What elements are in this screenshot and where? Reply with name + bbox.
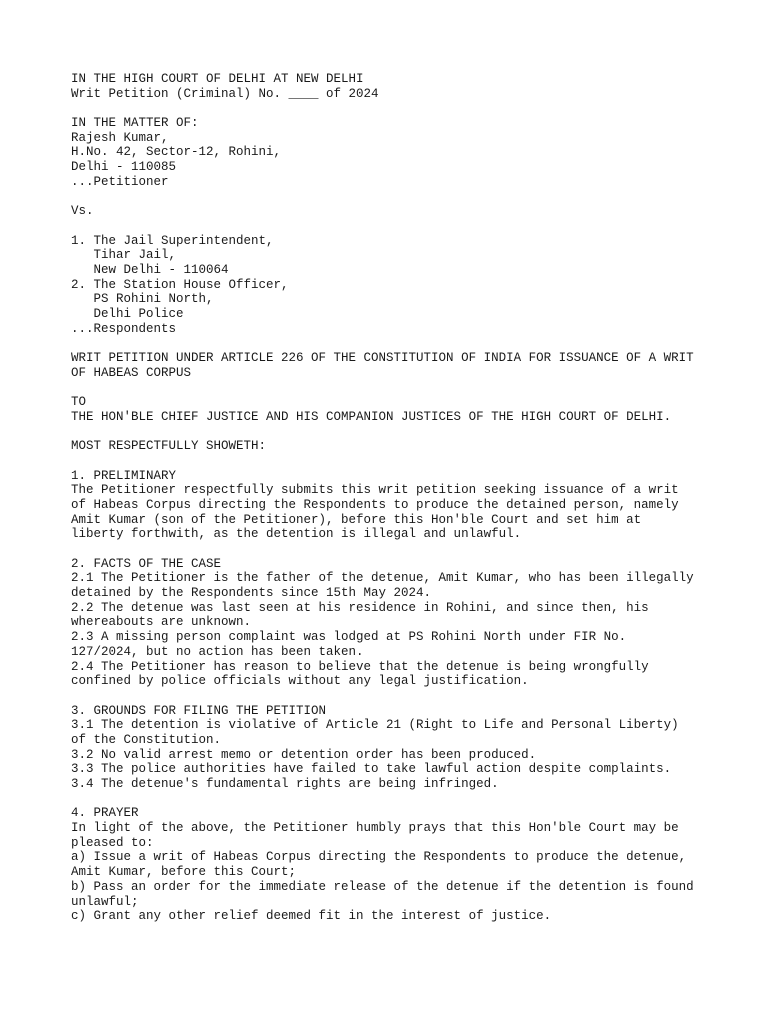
paragraph-line: b) Pass an order for the immediate release of the detenue if the detention is found [71,879,694,894]
paragraph-line: Amit Kumar (son of the Petitioner), before this Hon'ble Court and set him at [71,512,642,527]
respondent-2-title: 2. The Station House Officer, [71,277,289,292]
spacer [71,542,751,557]
spacer [71,101,751,116]
petitioner-address-line-1: H.No. 42, Sector-12, Rohini, [71,145,282,160]
petitioner-address-line-2: Delhi - 110085 [71,160,177,175]
paragraph-line: 2.4 The Petitioner has reason to believe that the detenue is being wrongfully [71,659,649,674]
respondent-1-line: Tihar Jail, [93,248,177,263]
paragraph-line: confined by police officials without any legal justification. [71,674,529,689]
paragraph-line: of the Constitution. [71,732,222,747]
petitioner-name: Rajesh Kumar, [71,130,169,145]
paragraph-line: 127/2024, but no action has been taken. [71,644,364,659]
paragraph-line: Amit Kumar, before this Court; [71,865,297,880]
paragraph-line: liberty forthwith, as the detention is illegal and unlawful. [71,527,522,542]
paragraph-line: 3.4 The detenue's fundamental rights are being infringed. [71,777,499,791]
section-heading-facts: 2. FACTS OF THE CASE [71,556,222,571]
court-heading: IN THE HIGH COURT OF DELHI AT NEW DELHI [71,72,364,86]
paragraph-line: a) Issue a writ of Habeas Corpus directing the Respondents to produce the detenue, [71,850,687,865]
versus-label: Vs. [71,204,94,219]
paragraph-line: In light of the above, the Petitioner humbly prays that this Hon'ble Court may be [71,821,679,836]
section-heading-grounds: 3. GROUNDS FOR FILING THE PETITION [71,703,327,718]
paragraph-line: c) Grant any other relief deemed fit in the interest of justice. [71,909,552,924]
spacer [71,425,751,440]
case-number: Writ Petition (Criminal) No. ____ of 2024 [71,86,379,101]
spacer [71,219,751,234]
spacer [71,689,751,704]
paragraph-line: of Habeas Corpus directing the Respondents to produce the detained person, namely [71,497,679,512]
respondent-1-title: 1. The Jail Superintendent, [71,233,274,248]
showeth-label: MOST RESPECTFULLY SHOWETH: [71,439,267,454]
respondent-1-line: New Delhi - 110064 [93,262,229,277]
petition-title-line-2: OF HABEAS CORPUS [71,365,192,380]
respondent-2-line: Delhi Police [93,307,184,321]
section-heading-preliminary: 1. PRELIMINARY [71,468,177,483]
petition-document [71,72,751,924]
paragraph-line: whereabouts are unknown. [71,615,252,630]
paragraph-line: 2.3 A missing person complaint was lodged at PS Rohini North under FIR No. [71,630,627,645]
addressee-to: TO [71,395,87,410]
spacer [71,380,751,395]
spacer [71,454,751,469]
paragraph-line: The Petitioner respectfully submits this writ petition seeking issuance of a writ [71,483,679,498]
matter-label: IN THE MATTER OF: [71,116,199,131]
paragraph-line: 2.1 The Petitioner is the father of the detenue, Amit Kumar, who has been illegally [71,571,694,586]
spacer [71,792,751,807]
spacer [71,190,751,205]
paragraph-line: 3.2 No valid arrest memo or detention order has been produced. [71,747,537,762]
section-heading-prayer: 4. PRAYER [71,806,139,821]
petition-title-line-1: WRIT PETITION UNDER ARTICLE 226 OF THE CONSTITUTION OF INDIA FOR ISSUANCE OF A WRIT [71,351,694,366]
petitioner-role: ...Petitioner [71,174,169,189]
paragraph-line: 3.3 The police authorities have failed to take lawful action despite complaints. [71,762,672,777]
spacer [71,336,751,351]
paragraph-line: pleased to: [71,835,154,850]
paragraph-line: unlawful; [71,894,139,909]
paragraph-line: detained by the Respondents since 15th May 2024. [71,586,432,601]
respondents-role: ...Respondents [71,321,177,336]
addressee-line: THE HON'BLE CHIEF JUSTICE AND HIS COMPANION JUSTICES OF THE HIGH COURT OF DELHI. [71,409,672,424]
paragraph-line: 3.1 The detention is violative of Article 21 (Right to Life and Personal Liberty) [71,718,679,733]
paragraph-line: 2.2 The detenue was last seen at his residence in Rohini, and since then, his [71,600,649,615]
respondent-2-line: PS Rohini North, [93,292,214,307]
